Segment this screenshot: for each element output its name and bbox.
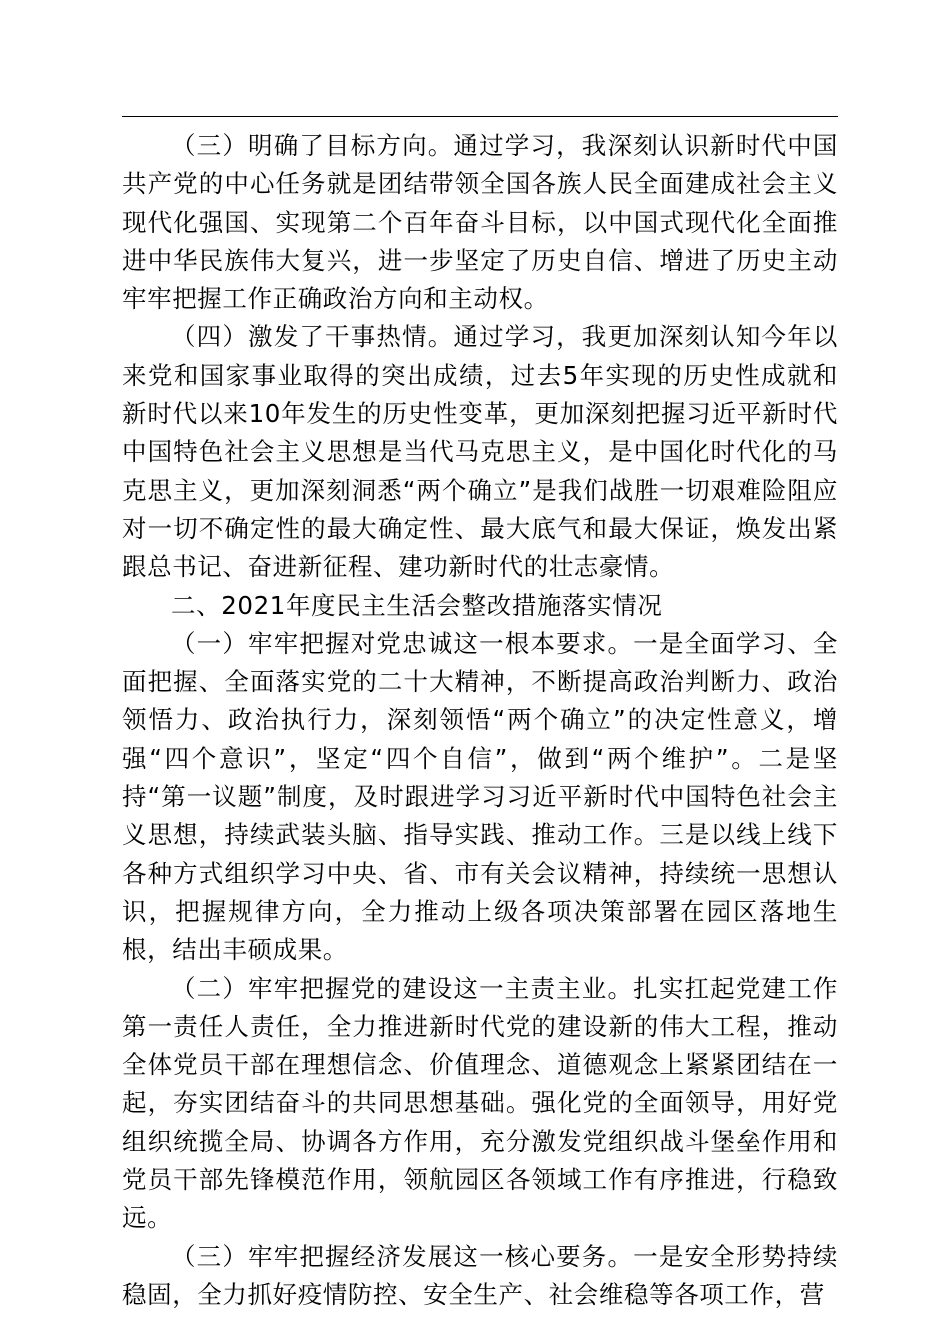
paragraph-economic-development: （三）牢牢把握经济发展这一核心要务。一是安全形势持续稳固，全力抓好疫情防控、安全生产、社会维稳等各项工作，营 (122, 1241, 838, 1309)
paragraph-goal-direction: （三）明确了目标方向。通过学习，我深刻认识新时代中国共产党的中心任务就是团结带领全国各族人民全面建成社会主义现代化强国、实现第二个百年奋斗目标，以中国式现代化全面推进中华民族伟大复兴，进一步坚定了历史自信、增进了历史主动牢牢把握工作正确政治方向和主动权。 (122, 131, 838, 314)
document-body (122, 127, 838, 1314)
header-rule (122, 116, 838, 117)
section-heading-rectification: 二、2021年度民主生活会整改措施落实情况 (171, 590, 663, 620)
paragraph-work-enthusiasm: （四）激发了干事热情。通过学习，我更加深刻认知今年以来党和国家事业取得的突出成绩，过去5年实现的历史性成就和新时代以来10年发生的历史性变革，更加深刻把握习近平新时代中国特色社会主义思想是当代马克思主义，是中国化时代化的马克思主义，更加深刻洞悉“两个确立”是我们战胜一切艰难险阻应对一切不确定性的最大确定性、最大底气和最大保证，焕发出紧跟总书记、奋进新征程、建功新时代的壮志豪情。 (122, 322, 838, 582)
paragraph-party-building: （二）牢牢把握党的建设这一主责主业。扎实扛起党建工作第一责任人责任，全力推进新时代党的建设新的伟大工程，推动全体党员干部在理想信念、价值理念、道德观念上紧紧团结在一起，夯实团结奋斗的共同思想基础。强化党的全面领导，用好党组织统揽全局、协调各方作用，充分激发党组织战斗堡垒作用和党员干部先锋模范作用，领航园区各领域工作有序推进，行稳致远。 (122, 973, 838, 1233)
paragraph-party-loyalty: （一）牢牢把握对党忠诚这一根本要求。一是全面学习、全面把握、全面落实党的二十大精神，不断提高政治判断力、政治领悟力、政治执行力，深刻领悟“两个确立”的决定性意义，增强“四个意识”，坚定“四个自信”，做到“两个维护”。二是坚持“第一议题”制度，及时跟进学习习近平新时代中国特色社会主义思想，持续武装头脑、指导实践、推动工作。三是以线上线下各种方式组织学习中央、省、市有关会议精神，持续统一思想认识，把握规律方向，全力推动上级各项决策部署在园区落地生根，结出丰硕成果。 (122, 628, 838, 965)
